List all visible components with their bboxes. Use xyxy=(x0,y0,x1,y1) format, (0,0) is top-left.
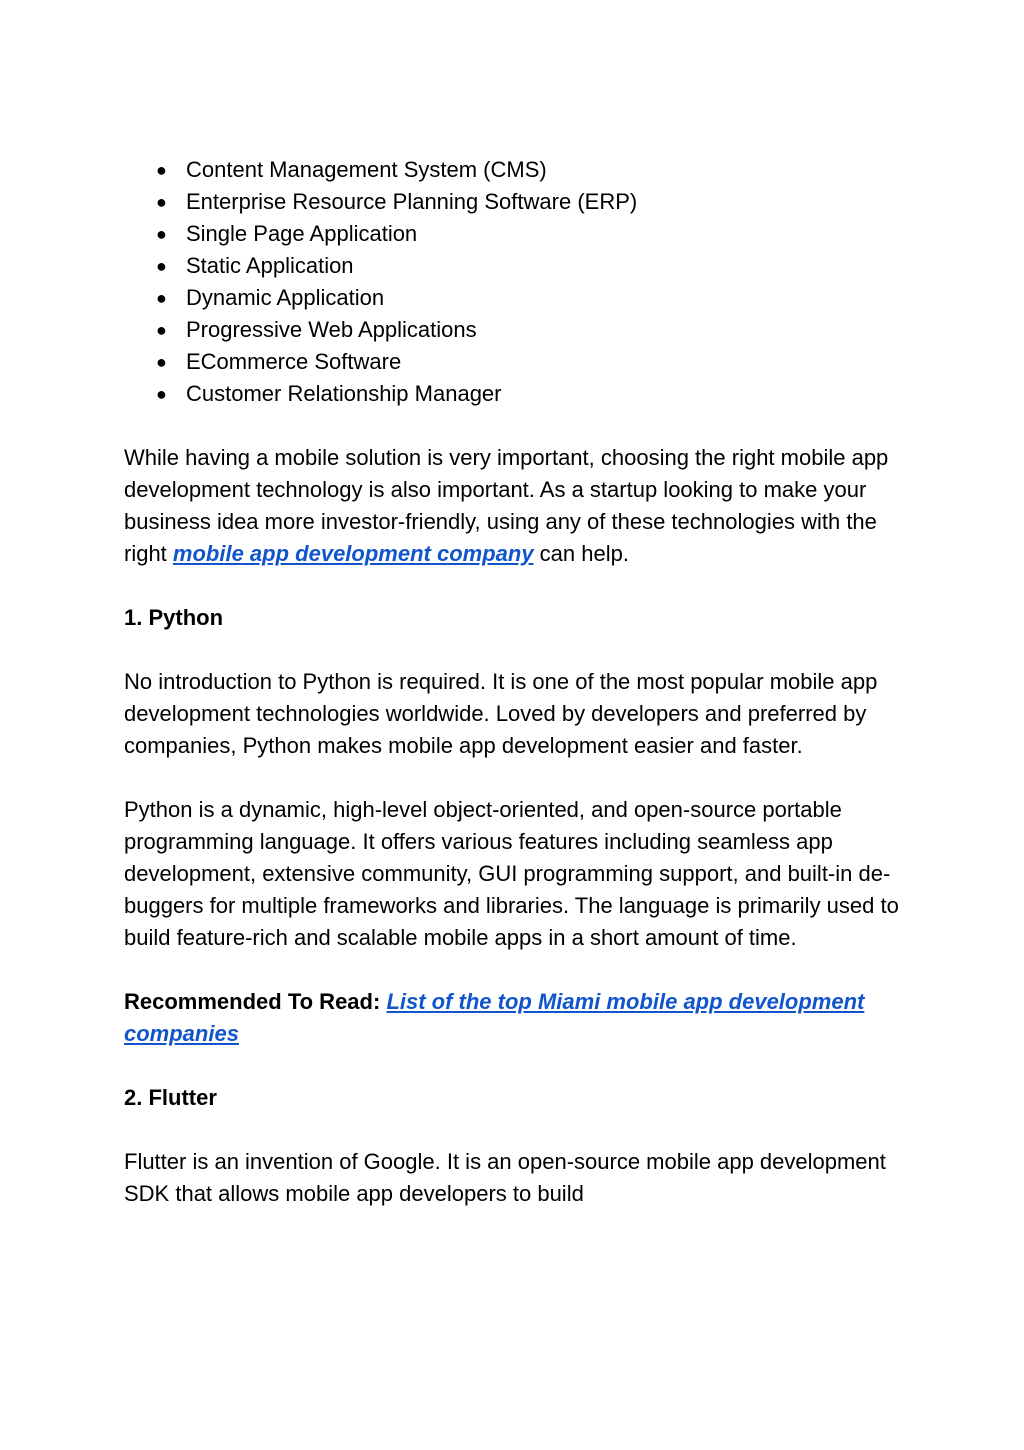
technology-list xyxy=(124,154,904,410)
bullet-icon: ● xyxy=(156,384,167,404)
bullet-icon: ● xyxy=(156,352,167,372)
list-item xyxy=(124,346,904,378)
list-item-text: Dynamic Application xyxy=(186,285,385,310)
flutter-paragraph-1: Flutter is an invention of Google. It is an open-source mobile app development SDK that allows mobile app developers to build xyxy=(124,1149,886,1206)
list-item-text: Static Application xyxy=(186,253,354,278)
recommended-label: Recommended To Read: xyxy=(124,989,381,1014)
spacer xyxy=(124,1114,904,1146)
spacer xyxy=(124,762,904,794)
list-item-text: Single Page Application xyxy=(186,221,418,246)
list-item-text: Content Management System (CMS) xyxy=(186,157,547,182)
list-item-text: ECommerce Software xyxy=(186,349,402,374)
bullet-icon: ● xyxy=(156,192,167,212)
miami-companies-link[interactable]: List of the top Miami mobile app development companies xyxy=(124,989,865,1046)
spacer xyxy=(124,1050,904,1082)
list-item xyxy=(124,186,904,218)
python-paragraph-1: No introduction to Python is required. It is one of the most popular mobile app development technologies worldwide. Loved by developers and preferred by companies, Python makes mobile app development easier and faster. xyxy=(124,669,878,758)
list-item xyxy=(124,378,904,410)
document-page xyxy=(124,154,904,1210)
bullet-icon: ● xyxy=(156,160,167,180)
mobile-app-company-link[interactable]: mobile app development company xyxy=(172,541,534,566)
section-heading-python: 1. Python xyxy=(124,605,224,630)
bullet-icon: ● xyxy=(156,256,167,276)
spacer xyxy=(124,634,904,666)
bullet-icon: ● xyxy=(156,224,167,244)
intro-text-end: can help. xyxy=(533,541,629,566)
list-item xyxy=(124,250,904,282)
list-item xyxy=(124,282,904,314)
bullet-icon: ● xyxy=(156,288,167,308)
intro-paragraph xyxy=(124,442,904,570)
spacer xyxy=(124,410,904,442)
list-item-text: Enterprise Resource Planning Software (ERP) xyxy=(186,189,638,214)
list-item-text: Customer Relationship Manager xyxy=(186,381,502,406)
intro-text: While having a mobile solution is very important, choosing the right mobile app development technology is also important. As a startup looking to make your business idea more investor-friendly, using any of these technologies with the right xyxy=(124,445,889,566)
python-paragraph-2: Python is a dynamic, high-level object-oriented, and open-source portable programming language. It offers various features including seamless app development, extensive community, GUI programming support, and built-in de-buggers for multiple frameworks and libraries. The language is primarily used to build feature-rich and scalable mobile apps in a short amount of time. xyxy=(124,797,899,950)
list-item xyxy=(124,314,904,346)
list-item xyxy=(124,154,904,186)
spacer xyxy=(124,570,904,602)
list-item-text: Progressive Web Applications xyxy=(186,317,477,342)
section-heading-flutter: 2. Flutter xyxy=(124,1085,217,1110)
recommended-paragraph xyxy=(124,986,904,1050)
list-item xyxy=(124,218,904,250)
spacer xyxy=(124,954,904,986)
bullet-icon: ● xyxy=(156,320,167,340)
